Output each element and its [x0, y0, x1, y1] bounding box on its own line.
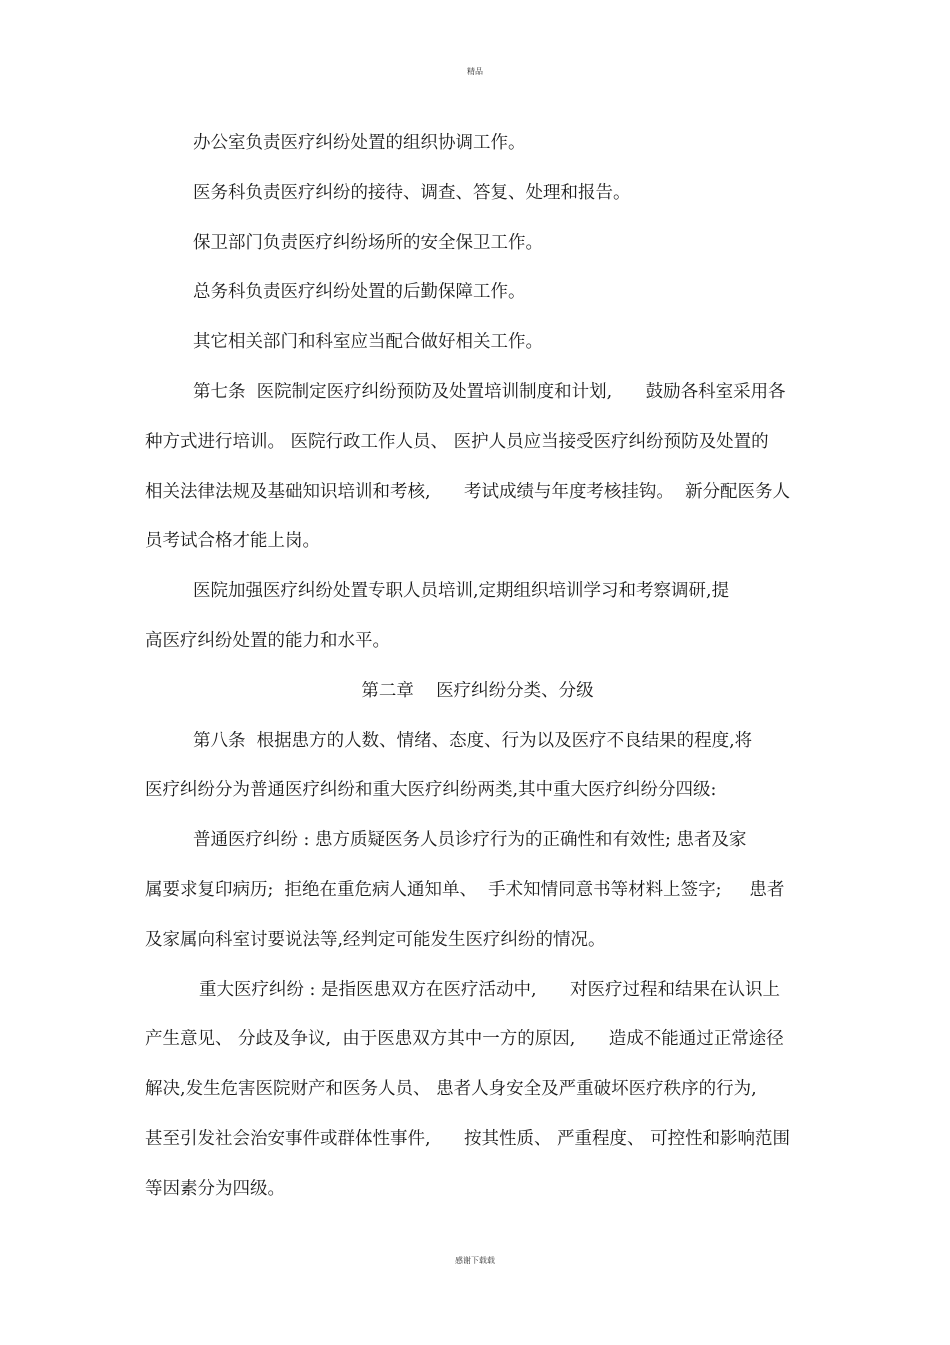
- article-7-line: 第七条 医院制定医疗纠纷预防及处置培训制度和计划, 鼓励各科室采用各: [193, 381, 786, 402]
- document-body: [145, 128, 810, 1224]
- paragraph-line: 员考试合格才能上岗。: [145, 531, 320, 552]
- paragraph-line: 医务科负责医疗纠纷的接待、调查、答复、处理和报告。: [193, 182, 631, 203]
- paragraph-line: 等因素分为四级。: [145, 1178, 285, 1199]
- paragraph-line: 属要求复印病历; 拒绝在重危病人通知单、 手术知情同意书等材料上签字; 患者: [145, 879, 785, 900]
- article-8-line: 第八条 根据患方的人数、情绪、态度、行为以及医疗不良结果的程度,将: [193, 730, 753, 751]
- paragraph-line: 其它相关部门和科室应当配合做好相关工作。: [193, 332, 543, 353]
- paragraph-line: 总务科负责医疗纠纷处置的后勤保障工作。: [193, 282, 526, 303]
- paragraph-line: 医疗纠纷分为普通医疗纠纷和重大医疗纠纷两类,其中重大医疗纠纷分四级:: [145, 780, 717, 801]
- paragraph-line: 高医疗纠纷处置的能力和水平。: [145, 630, 390, 651]
- paragraph-line: 产生意见、 分歧及争议, 由于医患双方其中一方的原因, 造成不能通过正常途径: [145, 1029, 784, 1050]
- paragraph-line: 保卫部门负责医疗纠纷场所的安全保卫工作。: [193, 232, 543, 253]
- paragraph-line: 办公室负责医疗纠纷处置的组织协调工作。: [193, 133, 526, 153]
- chapter-heading: 第二章 医疗纠纷分类、分级: [361, 680, 594, 701]
- paragraph-line: 重大医疗纠纷 : 是指医患双方在医疗活动中, 对医疗过程和结果在认识上: [199, 979, 780, 1000]
- paragraph-line: 甚至引发社会治安事件或群体性事件, 按其性质、 严重程度、 可控性和影响范围: [145, 1128, 791, 1149]
- paragraph-line: 及家属向科室讨要说法等,经判定可能发生医疗纠纷的情况。: [145, 929, 606, 950]
- page-footer: 感谢下载载: [455, 1256, 495, 1265]
- paragraph-line: 种方式进行培训。 医院行政工作人员、 医护人员应当接受医疗纠纷预防及处置的: [145, 431, 769, 452]
- paragraph-line: 相关法律法规及基础知识培训和考核, 考试成绩与年度考核挂钩。 新分配医务人: [145, 481, 791, 502]
- paragraph-line: 普通医疗纠纷 : 患方质疑医务人员诊疗行为的正确性和有效性; 患者及家: [193, 830, 747, 851]
- paragraph-line: 解决,发生危害医院财产和医务人员、 患者人身安全及严重破坏医疗秩序的行为,: [145, 1079, 757, 1100]
- page-header: 精品: [467, 67, 483, 76]
- paragraph-line: 医院加强医疗纠纷处置专职人员培训,定期组织培训学习和考察调研,提: [193, 581, 730, 602]
